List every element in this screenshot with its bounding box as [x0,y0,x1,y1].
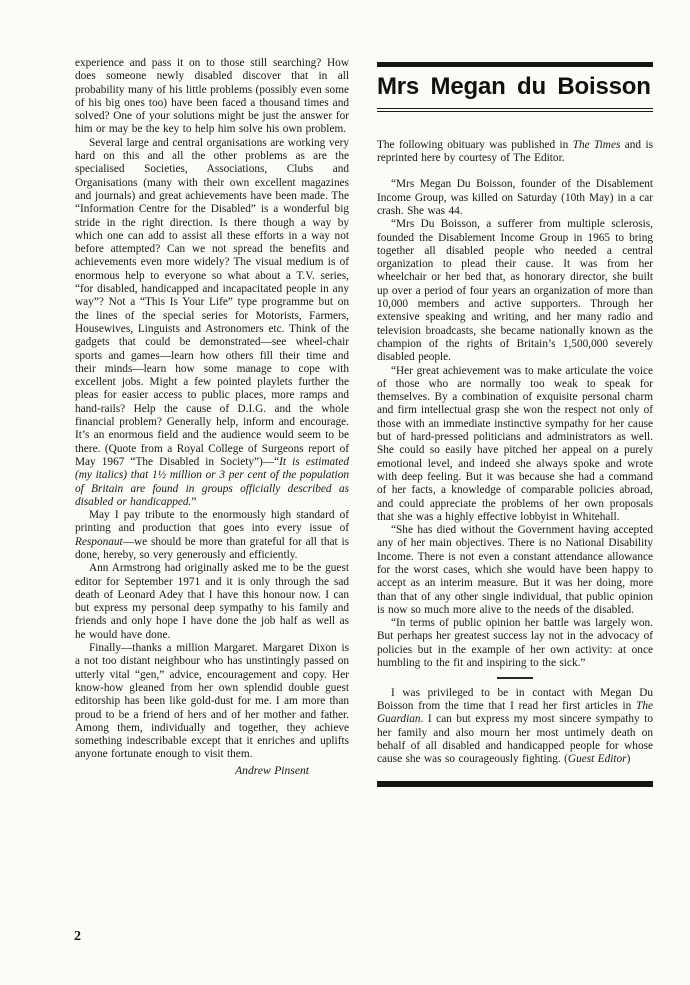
paragraph: Finally—thanks a million Margaret. Margaret Dixon is a not too distant neighbour who has unstintingly passed on utterly vital “gen,” advice, encouragement and copy. Her know-how gleaned from her own splendid double guest editorship has been like gold-dust for me. I am more than proud to be a friend of hers and of her mother and father. Among them, individually and together, they achieve something indescribable except that it enriches and uplifts anyone fortunate enough to visit them. [75,642,349,761]
obituary-paragraph: “Mrs Megan Du Boisson, founder of the Disablement Income Group, was killed on Saturday (10th May) in a car crash. She was 44. [377,178,653,217]
guest-editor-paragraph: I was privileged to be in contact with Megan Du Boisson from the time that I read her first articles in The Guardian. I can but express my most sincere sympathy to her family and also mourn her most untimely death on behalf of all disabled and handicapped people for whose cause she was so courageously fighting. (Guest Editor) [377,686,653,766]
author-signature: Andrew Pinsent [235,763,309,777]
paragraph: experience and pass it on to those still searching? How does someone newly disabled discover that in all probability many of his little problems (possibly even some of his big ones too) have been faced a thousand times and solved? One of your solutions might be just the answer for him or may be the key to help him solve his own problem. [75,57,350,136]
paragraph: Several large and central organisations are working very hard on this and all the other problems as are the specialised Societies, Associations, Clubs and Organisations (many with their own excellent magazines and journals) and great achievements have been made. The “Information Centre for the Disabled” is a wonderful big stride in the right direction. Is there though a way by which one can add to assist all these efforts in a way not before attempted? Can we not spread the benefits and achievements even more widely? The visual medium is of enormous help to everyone so what about a T.V. series, “for disabled, handicapped and incapacitated people in any way”? Not a “This Is Your Life” type programme but on the lines of the special series for Motorists, Farmers, Housewives, Linguists and Astronomers etc. Think of the gadgets that could be demonstrated—see wheel-chair sports and games—learn how others fill their time and their minds—learn how some manage to cope with excellent jobs. Might a few pointed playlets further the pleas for easier access to public places, more ramps and hand-rails? Help the cause of D.I.G. and the whole financial problem? Generally help, inform and encourage. It’s an enormous field and the audience would seem to be there. (Quote from a Royal College of Surgeons report of May 1967 “The Disabled in Society”)—“It is estimated (my italics) that 1½ million or 3 per cent of the population of Britain are found in groups officially described as disabled or handicapped.” [75,136,349,508]
top-rule [377,62,653,67]
bottom-rule [377,781,653,787]
obituary-paragraph: “In terms of public opinion her battle was largely won. But perhaps her greatest success lay not in the advocacy of policies but in the example of her own activity: at once humbling to the fit and inspiring to the sick.” [377,617,653,670]
heading-rule [377,108,653,112]
obituary-paragraph: “Mrs Du Boisson, a sufferer from multiple sclerosis, founded the Disablement Income Group in 1965 to bring together all disabled people who needed a central organization to plead their cause. It was from her wheelchair or her bed that, as honorary director, she built up over a period of four years an organization of more than 10,000 members and active supporters. Through her extensive speaking and writing, and her many radio and television broadcasts, she became nationally known as the champion of the rights of Britain’s 1,500,000 severely disabled people. [377,218,653,364]
section-separator [497,677,533,679]
paragraph: Ann Armstrong had originally asked me to be the guest editor for September 1971 and it is only through the sad death of Leonard Adey that I have this honour now. I can but express my personal deep sympathy to his family and friends and only hope I have done the job half as well as he would have done. [75,562,349,641]
right-column [377,57,653,787]
paragraph: May I pay tribute to the enormously high standard of printing and production that goes into every issue of Responaut—we should be more than grateful for all that is done, hereby, so very generously and efficiently. [75,509,349,561]
page-number: 2 [74,929,81,944]
obituary-paragraph: “Her great achievement was to make articulate the voice of those who are normally too weak to speak for themselves. By a combination of exquisite personal charm and firm intellectual grasp she won the respect not only of those with an immediate instinctive sympathy for her cause but of hard-pressed politicians and administrators as well. She could so easily have pitched her appeal on a purely emotional level, and indeed she always spoke and wrote with deep feeling. But it was because she had a command of her facts, a knowledge of comparable policies abroad, and could appreciate the problems of her own proposals that she was a highly effective lobbyist in Whitehall. [377,364,653,523]
intro-paragraph: The following obituary was published in The Times and is reprinted here by courtesy of The Editor. [377,138,653,165]
article-title: Mrs Megan du Boisson [377,73,651,100]
obituary-paragraph: “She has died without the Government having accepted any of her main objectives. There is no National Disability Income. There is not even a constant attendance allowance for the worst cases, which she would have been happy to accept as an interim measure. But it was her doing, more than that of any other single individual, that public opinion is now so much more alive to the needs of the disabled. [377,524,653,616]
left-column [75,57,349,777]
